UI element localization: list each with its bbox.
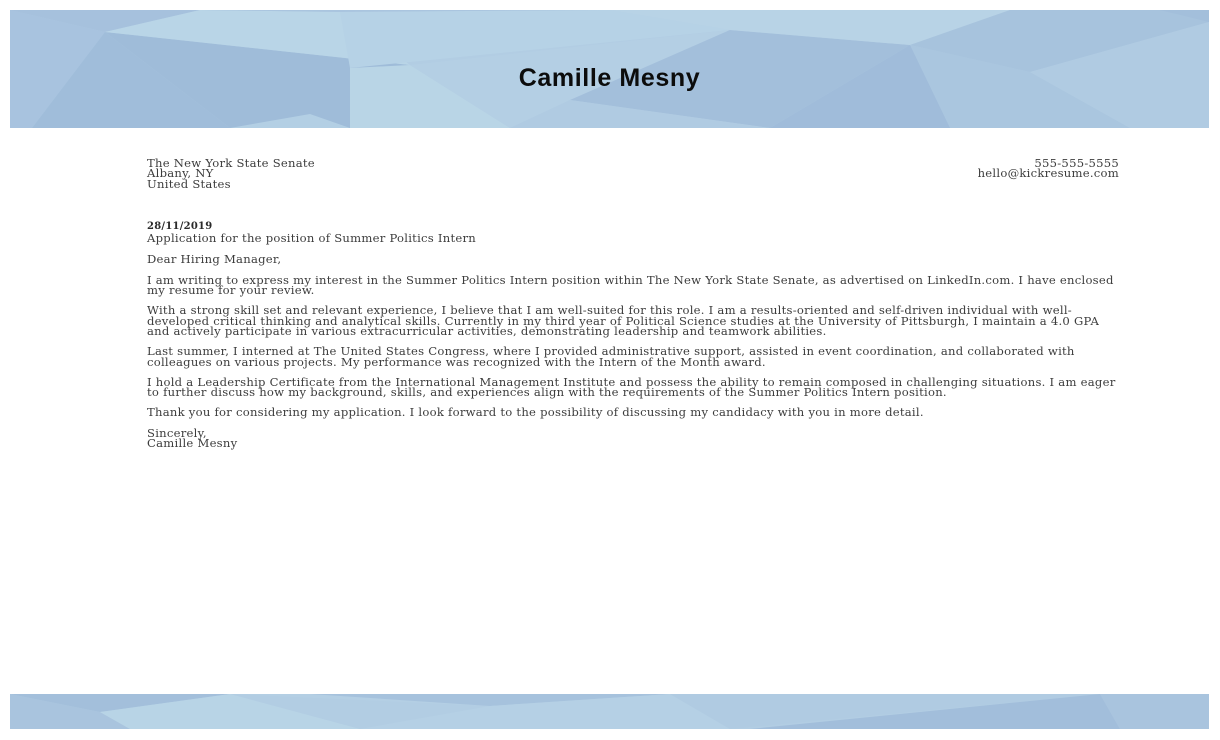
applicant-name-heading: Camille Mesny [518, 64, 701, 92]
letter-subject: Application for the position of Summer Politics Intern [147, 231, 477, 246]
letter-greeting: Dear Hiring Manager, [147, 252, 282, 267]
sender-phone: 555-555-5555 [1034, 156, 1119, 170]
recipient-country: United States [147, 176, 231, 191]
sender-contact [978, 158, 1119, 179]
letter-signature: Camille Mesny [147, 436, 238, 451]
cover-letter-body [147, 156, 1119, 451]
recipient-organization: The New York State Senate [147, 156, 315, 170]
polygon-background-pattern [10, 694, 1209, 729]
address-row [147, 158, 1119, 189]
sender-email: hello@kickresume.com [977, 166, 1119, 181]
letter-closing: Sincerely, [147, 425, 207, 440]
recipient-address [147, 158, 315, 189]
letter-date: 28/11/2019 [147, 220, 213, 232]
paragraph-introduction: I am writing to express my interest in the Summer Politics Intern position within The New York State Senate, as advertised on LinkedIn.com. I have enclosed my resume for your review. [147, 272, 1114, 298]
paragraph-qualifications: With a strong skill set and relevant experience, I believe that I am well-suited for this role. I am a results-oriented and self-driven individual with well-developed critical thinking and analytical skills. Currently in my third year of Political Science studies at the University of Pittsburgh, I maintain a 4.0 GPA and actively participate in various extracurricular activities, demonstrating leadership and teamwork abilities. [147, 303, 1100, 338]
paragraph-thanks: Thank you for considering my application. I look forward to the possibility of discussing my candidacy with you in more detail. [147, 405, 924, 420]
footer-banner [10, 694, 1209, 729]
paragraph-experience: Last summer, I interned at The United States Congress, where I provided administrative support, assisted in event coordination, and collaborated with colleagues on various projects. My performance was recognized with the Intern of the Month award. [147, 344, 1075, 369]
paragraph-certification: I hold a Leadership Certificate from the International Management Institute and possess the ability to remain composed in challenging situations. I am eager to further discuss how my background, skills, and experiences align with the requirements of the Summer Politics Intern position. [147, 374, 1116, 400]
header-banner [10, 10, 1209, 128]
recipient-city: Albany, NY [147, 166, 214, 181]
